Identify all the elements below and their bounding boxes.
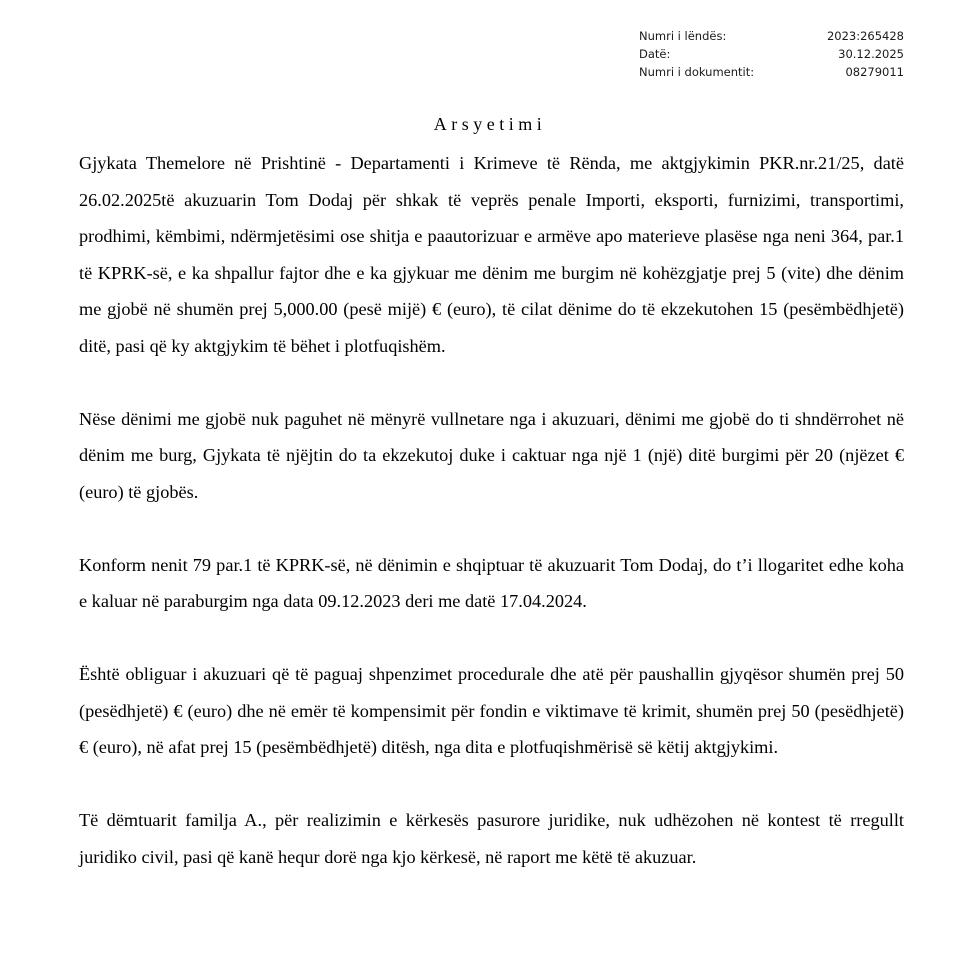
date-row (639, 45, 904, 63)
document-title: Arsyetimi (433, 114, 547, 134)
case-number-label: Numri i lëndës: (639, 29, 727, 43)
case-number-row (639, 27, 904, 45)
document-body (79, 145, 904, 912)
document-number-label: Numri i dokumentit: (639, 65, 755, 79)
paragraph-procedural-costs: Është obliguar i akuzuari që të paguaj shpenzimet procedurale dhe atë për paushallin gjyqësor shumën prej 50 (pesëdhjetë) € (euro) dhe në emër të kompensimit për fondin e viktimave të krimit, shumën prej 50 (pesëdhjetë) € (euro), në afat prej 15 (pesëmbëdhjetë) ditësh, nga dita e plotfuqishmërisë së këtij aktgjykimi. (79, 664, 904, 757)
document-number-row (639, 63, 904, 81)
date-value: 30.12.2025 (838, 47, 904, 61)
paragraph-property-claim: Të dëmtuarit familja A., për realizimin e kërkesës pasurore juridike, nuk udhëzohen në kontest të rregullt juridiko civil, pasi që kanë hequr dorë nga kjo kërkesë, në raport me këtë të akuzuar. (79, 810, 904, 867)
case-number-value: 2023:265428 (826, 29, 904, 43)
paragraph-fine-conversion: Nëse dënimi me gjobë nuk paguhet në mënyrë vullnetare nga i akuzuari, dënimi me gjobë do ti shndërrohet në dënim me burg, Gjykata të njëjtin do ta ekzekutoj duke i caktuar nga një 1 (një) ditë burgimi për 20 (njëzet € (euro) të gjobës. (79, 408, 904, 502)
case-metadata (639, 27, 904, 81)
paragraph-detention-credit: Konform nenit 79 par.1 të KPRK-së, në dënimin e shqiptuar të akuzuarit Tom Dodaj, do t’i llogaritet edhe koha e kaluar në paraburgim nga data 09.12.2023 deri me datë 17.04.2024. (79, 554, 904, 611)
date-label: Datë: (639, 47, 671, 61)
paragraph-verdict: Gjykata Themelore në Prishtinë - Departamenti i Krimeve të Rënda, me aktgjykimin PKR.nr.21/25, datë 26.02.2025të akuzuarin Tom Dodaj për shkak të veprës penale Importi, eksporti, furnizimi, transportimi, prodhimi, këmbimi, ndërmjetësimi ose shitja e paautorizuar e armëve apo materieve plasëse nga neni 364, par.1 të KPRK-së, e ka shpallur fajtor dhe e ka gjykuar me dënim me burgim në kohëzgjatje prej 5 (vite) dhe dënim me gjobë në shumën prej 5,000.00 (pesë mijë) € (euro), të cilat dënime do të ekzekutohen 15 (pesëmbëdhjetë) ditë, pasi që ky aktgjykim të bëhet i plotfuqishëm. (79, 153, 904, 356)
document-number-value: 08279011 (845, 65, 904, 79)
